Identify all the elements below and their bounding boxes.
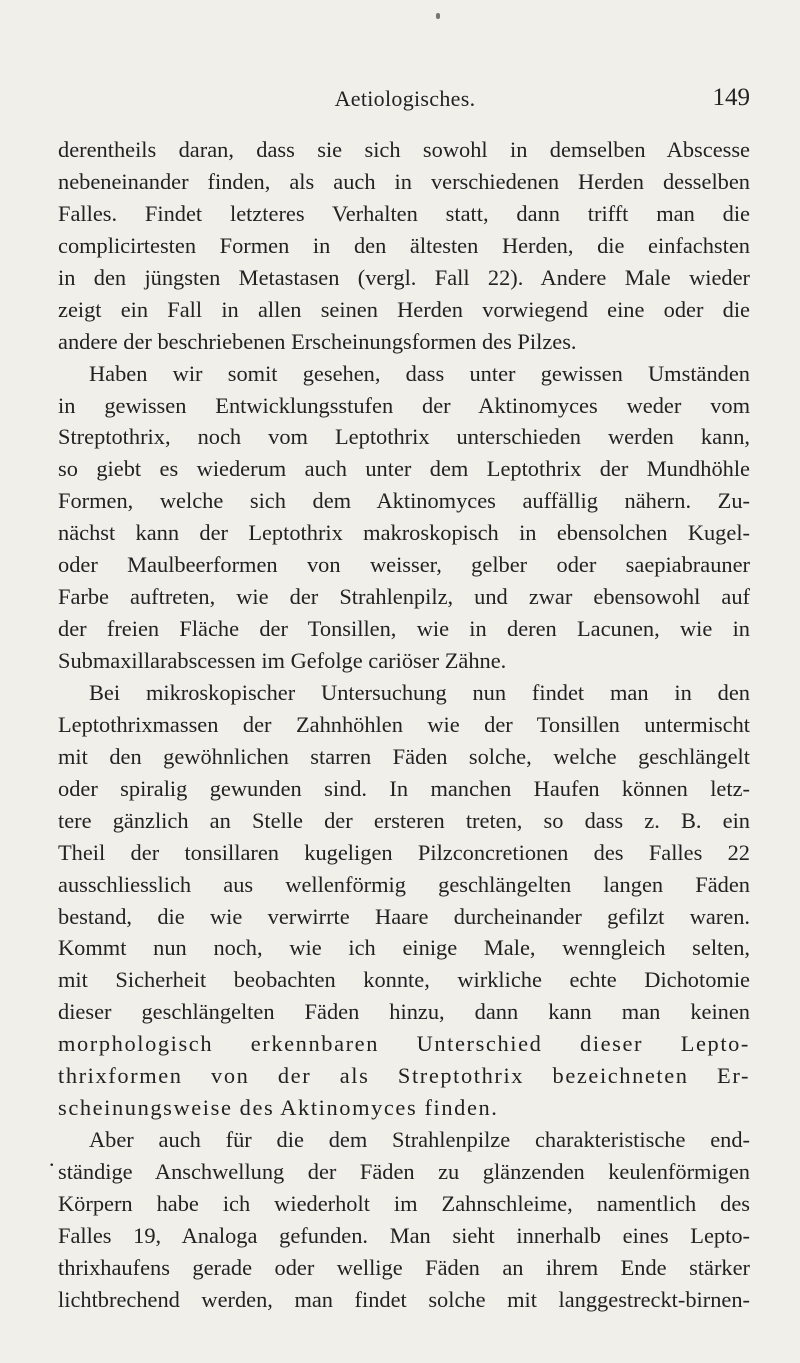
text-line: ständige Anschwellung der Fäden zu glänzenden keulenförmigen — [58, 1159, 750, 1184]
text-line: Theil der tonsillaren kugeligen Pilzconcretionen des Falles 22 — [58, 839, 750, 865]
text-line: derentheils daran, dass sie sich sowohl in demselben Abscesse — [58, 137, 750, 162]
text-line: tere gänzlich an Stelle der ersteren treten, so dass z. B. ein — [58, 807, 750, 833]
text-line: dieser geschlängelten Fäden hinzu, dann kann man keinen — [58, 999, 750, 1025]
text-line: andere der beschriebenen Erscheinungsformen des Pilzes. — [58, 328, 577, 354]
text-line: Farbe auftreten, wie der Strahlenpilz, und zwar ebensowohl auf — [58, 584, 750, 610]
text-line: nebeneinander finden, als auch in verschiedenen Herden desselben — [58, 168, 750, 194]
text-line: scheinungsweise des Aktinomyces finden. — [58, 1095, 499, 1121]
text-line: thrixhaufens gerade oder wellige Fäden an ihrem Ende stärker — [58, 1254, 750, 1280]
text-line: Falles. Findet letzteres Verhalten statt, dann trifft man die — [58, 200, 750, 226]
text-line: Aber auch für die dem Strahlenpilze charakteristische end- — [89, 1127, 750, 1153]
text-line: Formen, welche sich dem Aktinomyces auffällig nähern. Zu- — [58, 488, 750, 514]
running-head-title: Aetiologisches. — [334, 86, 476, 111]
text-line: morphologisch erkennbaren Unterschied dieser Lepto- — [58, 1031, 750, 1057]
text-line: nächst kann der Leptothrix makroskopisch in ebensolchen Kugel- — [58, 520, 750, 546]
text-line: der freien Fläche der Tonsillen, wie in deren Lacunen, wie in — [58, 616, 750, 642]
text-line: ausschliesslich aus wellenförmig geschlängelten langen Fäden — [58, 871, 750, 897]
text-line: lichtbrechend werden, man findet solche mit langgestreckt-birnen- — [58, 1286, 750, 1312]
text-line: Körpern habe ich wiederholt im Zahnschleime, namentlich des — [58, 1190, 750, 1216]
text-line: oder Maulbeerformen von weisser, gelber oder saepiabrauner — [58, 552, 750, 578]
body-text — [58, 134, 750, 1316]
page-number: 149 — [712, 84, 750, 111]
text-line: Falles 19, Analoga gefunden. Man sieht innerhalb eines Lepto- — [58, 1222, 750, 1248]
text-line: oder spiralig gewunden sind. In manchen Haufen können letz- — [58, 775, 750, 801]
text-line: in gewissen Entwicklungsstufen der Aktinomyces weder vom — [58, 392, 750, 418]
text-line: mit den gewöhnlichen starren Fäden solche, welche geschlängelt — [58, 743, 750, 769]
text-line: Bei mikroskopischer Untersuchung nun findet man in den — [89, 679, 750, 705]
text-line: Kommt nun noch, wie ich einige Male, wenngleich selten, — [58, 935, 750, 961]
text-line: mit Sicherheit beobachten konnte, wirkliche echte Dichotomie — [58, 967, 750, 993]
text-line: Haben wir somit gesehen, dass unter gewissen Umständen — [89, 360, 750, 386]
text-line: bestand, die wie verwirrte Haare durcheinander gefilzt waren. — [58, 903, 750, 929]
text-line: Streptothrix, noch vom Leptothrix unterschieden werden kann, — [58, 424, 750, 450]
text-line: so giebt es wiederum auch unter dem Leptothrix der Mundhöhle — [58, 456, 750, 482]
margin-mark: . — [49, 1146, 55, 1171]
text-line: complicirtesten Formen in den ältesten Herden, die einfachsten — [58, 232, 750, 258]
text-line: zeigt ein Fall in allen seinen Herden vorwiegend eine oder die — [58, 296, 750, 322]
text-line: thrixformen von der als Streptothrix bezeichneten Er- — [58, 1063, 750, 1089]
text-line: Leptothrixmassen der Zahnhöhlen wie der Tonsillen untermischt — [58, 711, 750, 737]
print-speck — [436, 13, 440, 19]
running-head — [60, 86, 750, 116]
text-line: Submaxillarabscessen im Gefolge cariöser Zähne. — [58, 648, 507, 673]
text-line: in den jüngsten Metastasen (vergl. Fall 22). Andere Male wieder — [58, 264, 750, 290]
